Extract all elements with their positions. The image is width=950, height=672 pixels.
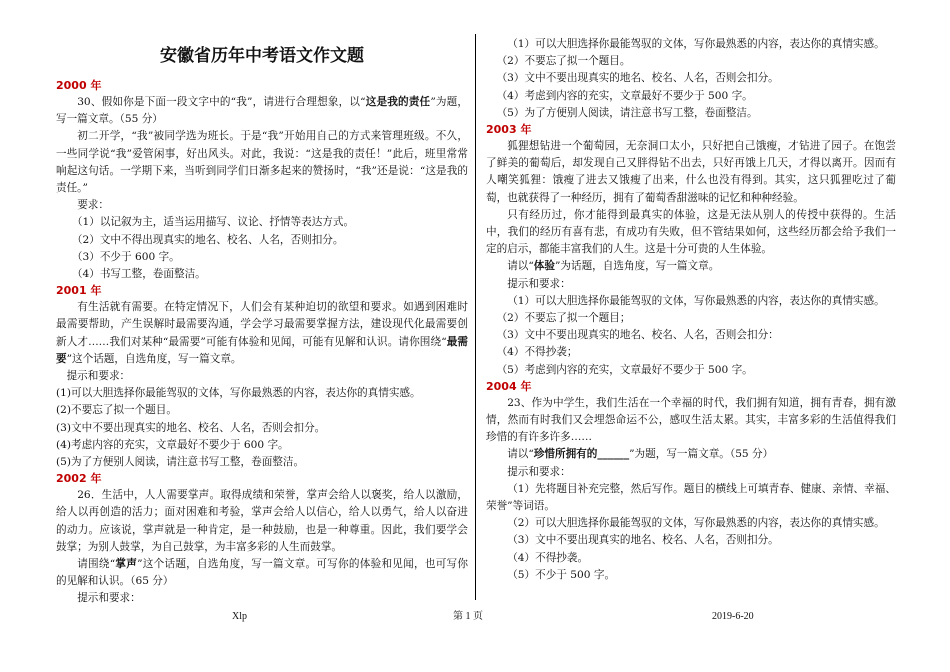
requirement-2000-1: （1）以记叙为主，适当运用描写、议论、抒情等表达方式。 bbox=[71, 216, 355, 229]
requirement-2004-1: （1）先将题目补充完整，然后写作。题目的横线上可填青春、健康、亲情、幸福、荣誉”等词语。 bbox=[486, 482, 896, 513]
requirement-2001-3: (3)文中不要出现真实的地名、校名、人名，否则会扣分。 bbox=[56, 421, 326, 434]
prompt-2002-topic: 掌声 bbox=[115, 558, 138, 571]
requirement-2003-2: （2）不要忘了拟一个题目； bbox=[496, 312, 631, 325]
requirement-2000-2: （2）文中不得出现真实的地名、校名、人名，否则扣分。 bbox=[71, 233, 344, 246]
prompt-2004-text-end: ”为题，写一篇文章。（55 分） bbox=[629, 448, 774, 461]
prompt-2002-text-end: ”这个话题，自选角度，写一篇文章。可写你的体验和见闻，也可写你的见解和认识。（65 分） bbox=[56, 558, 468, 588]
question-2000-text-end: ”为题，写一篇文章。（55 分） bbox=[56, 96, 469, 126]
requirement-2003-5: （5）考虑到内容的充实，文章最好不要少于 500 字。 bbox=[496, 363, 753, 376]
document-title: 安徽省历年中考语文作文题 bbox=[160, 46, 364, 66]
prompt-2002 bbox=[56, 556, 468, 590]
year-heading-2003: 2003 年 bbox=[486, 123, 532, 137]
prompt-2004-blank: ______ bbox=[597, 448, 630, 461]
requirement-2004-2: （2）可以大胆选择你最能驾驭的文体，写你最熟悉的内容，表达你的真情实感。 bbox=[507, 517, 885, 530]
text-2001 bbox=[56, 299, 468, 368]
question-2000-topic: 这是我的责任 bbox=[365, 96, 431, 108]
left-column bbox=[56, 36, 468, 608]
story-2003: 狐狸想钻进一个葡萄园，无奈洞口太小，只好把自己饿瘦，才钻进了园子。在饱尝了鲜美的葡萄后，却发现自己又胖得钻不出去，只好再饿上几天，才得以离开。因而有人嘲笑狐狸：饿瘦了进去又饿瘦了出来，什么也没有得到。其实，这只狐狸吃过了葡萄，也就获得了一种经历，拥有了葡萄香甜滋味的记忆和种种经验。 bbox=[486, 140, 896, 204]
prompt-2002-text: 请围绕“ bbox=[77, 558, 116, 571]
requirement-2000-3: （3）不少于 600 字。 bbox=[71, 250, 180, 263]
year-heading-2004: 2004 年 bbox=[486, 379, 532, 393]
year-heading-2001: 2001 年 bbox=[56, 284, 102, 298]
requirement-2002-3: （3）文中不要出现真实的地名、校名、人名，否则会扣分。 bbox=[496, 72, 779, 85]
requirement-2004-3: （3）文中不要出现真实的地名、校名、人名，否则扣分。 bbox=[507, 534, 779, 547]
footer-author: Xlp bbox=[232, 611, 247, 622]
requirement-2004-5: （5）不少于 500 字。 bbox=[507, 568, 616, 581]
requirements-label-2002: 提示和要求： bbox=[77, 592, 141, 605]
story-2000: 初二开学，“我”被同学选为班长。于是“我”开始用自己的方式来管理班级。不久，一些同学说“我”爱管闲事，好出风头。对此，我说：“这是我的责任！”此后，班里常常响起这句话。一学期下来，当听到同学们日渐多起来的赞扬时，“我”还是说：“这是我的责任。” bbox=[56, 130, 468, 195]
requirement-2001-2: (2)不要忘了拟一个题目。 bbox=[56, 404, 177, 417]
requirement-2003-4: （4）不得抄袭； bbox=[496, 346, 578, 359]
prompt-2003 bbox=[486, 258, 896, 275]
question-2000 bbox=[56, 94, 468, 128]
requirement-2003-3: （3）文中不要出现真实的地名、校名、人名，否则会扣分： bbox=[496, 329, 779, 342]
requirements-label-2000: 要求： bbox=[77, 199, 109, 212]
requirement-2001-5: (5)为了方便别人阅读，请注意书写工整，卷面整洁。 bbox=[56, 456, 305, 469]
text-2001-topic: 最需要 bbox=[56, 335, 468, 365]
requirement-2003-1: （1）可以大胆选择你最能驾驭的文体，写你最熟悉的内容，表达你的真情实感。 bbox=[507, 294, 885, 307]
requirement-2004-4: （4）不得抄袭。 bbox=[507, 551, 589, 564]
question-2000-text: 30、假如你是下面一段文字中的“我”，请进行合理想象，以“ bbox=[77, 96, 366, 108]
requirements-label-2001: 提示和要求： bbox=[66, 370, 131, 383]
right-column bbox=[486, 36, 896, 584]
requirements-label-2004: 提示和要求： bbox=[507, 465, 571, 478]
column-divider bbox=[475, 34, 476, 600]
requirement-2002-1: （1）可以大胆选择你最能驾驭的文体，写你最熟悉的内容，表达你的真情实感。 bbox=[507, 38, 885, 50]
text-2004: 23、作为中学生，我们生活在一个幸福的时代，我们拥有知道，拥有青春，拥有激情，然而有时我们又会埋怨命运不公，感叹生活太累。其实，丰富多彩的生活值得我们珍惜的有许多许多…… bbox=[486, 396, 896, 444]
paragraph-2003: 只有经历过，你才能得到最真实的体验，这是无法从别人的传授中获得的。生活中，我们的经历有喜有悲，有成功有失败，但不管结果如何，这些经历都会给予我们一定的启示，都能丰富我们的人生。这是十分可贵的人生体验。 bbox=[486, 208, 896, 256]
footer-page-number: 第 1 页 bbox=[453, 611, 483, 622]
prompt-2003-topic: 体验 bbox=[533, 260, 555, 273]
text-2002: 26．生活中，人人需要掌声。取得成绩和荣誉，掌声会给人以褒奖，给人以激励，给人以再创造的活力；面对困难和考验，掌声会给人以信心，给人以勇气，给人以奋进的动力。应该说，掌声就是一种肯定，是一种鼓励，也是一种尊重。因此，我们要学会鼓掌；为别人鼓掌，为自己鼓掌，为丰富多彩的人生而鼓掌。 bbox=[56, 489, 468, 553]
prompt-2003-text-end: ”为话题，自选角度，写一篇文章。 bbox=[554, 260, 720, 273]
requirement-2001-1: (1)可以大胆选择你最能驾驭的文体，写你最熟悉的内容，表达你的真情实感。 bbox=[56, 387, 421, 400]
requirement-2000-4: （4）书写工整，卷面整洁。 bbox=[71, 268, 206, 281]
requirement-2002-4: （4）考虑到内容的充实，文章最好不要少于 500 字。 bbox=[496, 89, 753, 102]
year-heading-2000: 2000 年 bbox=[56, 79, 102, 92]
prompt-2004-topic: 珍惜所拥有的 bbox=[533, 448, 598, 461]
requirement-2002-2: （2）不要忘了拟一个题目。 bbox=[496, 55, 631, 68]
year-heading-2002: 2002 年 bbox=[56, 472, 102, 486]
footer-date: 2019-6-20 bbox=[712, 611, 754, 622]
prompt-2004 bbox=[486, 446, 896, 463]
text-2001-body: 有生活就有需要。在特定情况下，人们会有某种迫切的欲望和要求。如遇到困难时最需要帮助，产生误解时最需要沟通，学会学习最需要掌握方法，建设现代化最需要创新人才……我们对某种“最需要”可能有体验和见闻，可能有见解和认识。请你围绕“ bbox=[56, 301, 468, 348]
requirement-2001-4: (4)考虑内容的充实，文章最好不要少于 600 字。 bbox=[56, 438, 289, 451]
prompt-2003-text: 请以“ bbox=[507, 260, 534, 273]
requirement-2002-5: （5）为了方便别人阅读，请注意书写工整，卷面整洁。 bbox=[496, 106, 758, 119]
prompt-2004-text: 请以“ bbox=[507, 448, 534, 461]
text-2001-end: ”这个话题，自选角度，写一篇文章。 bbox=[66, 352, 242, 365]
requirements-label-2003: 提示和要求： bbox=[507, 277, 571, 290]
